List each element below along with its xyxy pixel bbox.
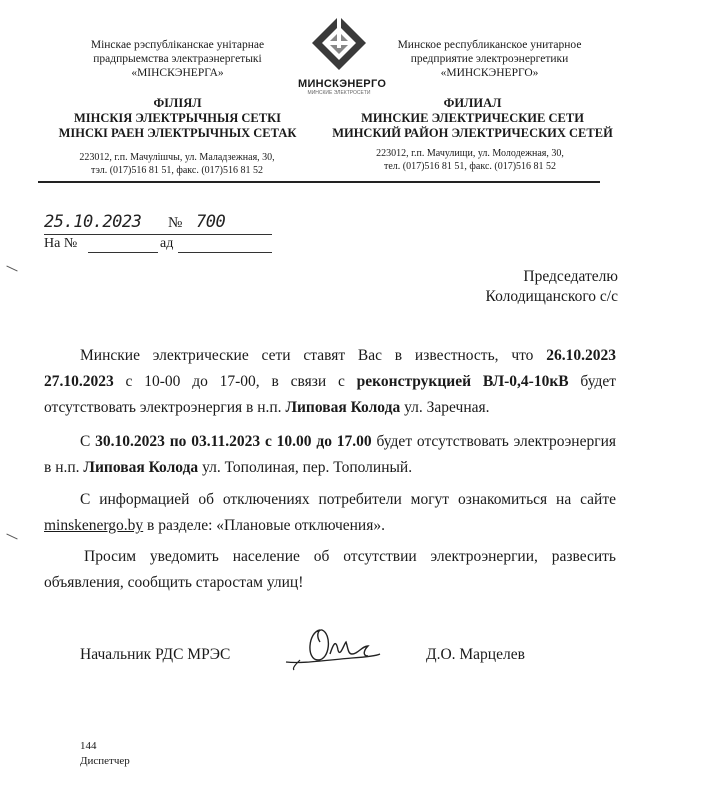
org-line: предприятие электроэнергетики [410, 53, 569, 65]
reason: реконструкцией ВЛ-0,4-10кВ [356, 373, 569, 390]
org-line: Мінскае рэспубліканскае унітарнае [90, 39, 265, 51]
branch-name: МИНСКИЕ ЭЛЕКТРИЧЕСКИЕ СЕТИ [361, 111, 584, 125]
paragraph-2 [44, 429, 616, 481]
text: в разделе: «Плановые отключения». [143, 517, 385, 534]
registration-block [44, 212, 274, 272]
addressee-line: Председателю [523, 268, 618, 285]
signatory-position: Начальник РДС МРЭС [80, 646, 231, 663]
header-left-org [60, 38, 295, 80]
text: с 10-00 до 17-00, в связи с [113, 373, 357, 390]
logo-subtitle: МИНСКИЕ ЭЛЕКТРОСЕТИ [307, 90, 371, 96]
text: будет отсутствовать электроэнергия в н.п. [44, 433, 617, 476]
address-line: 223012, г.п. Мачулішчы, ул. Маладзежная, 30, [79, 152, 275, 163]
footer [80, 739, 130, 769]
addressee [420, 267, 618, 307]
logo-name: МИНСКЭНЕРГО [298, 78, 387, 90]
header-left-address [72, 151, 282, 177]
branch-name: МИНСКИЙ РАЙОН ЭЛЕКТРИЧЕСКИХ СЕТЕЙ [332, 126, 613, 140]
paragraph-3 [44, 487, 616, 539]
na-underline [88, 252, 158, 253]
minskenergo-logo-icon [304, 14, 374, 78]
branch-name: МІНСКІЯ ЭЛЕКТРЫЧНЫЯ СЕТКІ [73, 111, 282, 125]
logo [298, 14, 387, 96]
address-line: тел. (017)516 81 51, факс. (017)516 81 52 [383, 161, 557, 172]
scan-mark [6, 534, 17, 540]
paragraph-1 [44, 343, 616, 421]
text: С [80, 433, 96, 450]
website-link[interactable]: minskenergo.by [44, 517, 144, 534]
signatory-name: Д.О. Марцелев [426, 646, 525, 663]
text: будет отсутствовать электроэнергия в н.п. [44, 373, 617, 416]
paragraph-4: Просим уведомить население об отсутствии электроэнергии, развесить объявления, сообщить старостам улиц! [44, 548, 616, 591]
executor-dept: Диспетчер [80, 755, 130, 767]
reg-underline [44, 234, 272, 235]
handwritten-signature-icon [272, 620, 382, 678]
address-line: тэл. (017)516 81 51, факс. (017)516 81 52 [90, 165, 263, 176]
ad-underline [178, 252, 272, 253]
branch-label: ФИЛИАЛ [443, 96, 502, 110]
locality: Липовая Колода [83, 459, 199, 476]
header-divider [38, 181, 600, 183]
branch-name: МІНСКІ РАЕН ЭЛЕКТРЫЧНЫХ СЕТАК [58, 126, 297, 140]
org-line: «МИНСКЭНЕРГО» [440, 67, 539, 79]
text: ул. Заречная. [400, 399, 490, 416]
dates: 30.10.2023 по 03.11.2023 с 10.00 до 17.00 [95, 433, 372, 450]
text: ул. Тополиная, пер. Тополиный. [198, 459, 413, 476]
org-line: «МІНСКЭНЕРГА» [131, 67, 224, 79]
header-right-org [372, 38, 607, 80]
text: Минские электрические сети ставят Вас в известность, что [80, 347, 547, 364]
org-line: Минское республиканское унитарное [397, 39, 582, 51]
number-label: № [168, 215, 183, 231]
header-left-branch [45, 96, 310, 141]
address-line: 223012, г.п. Мачулищи, ул. Молодежная, 30, [376, 148, 564, 159]
scan-mark [6, 266, 17, 272]
org-line: прадпрыемства электраэнергетыкі [93, 53, 262, 65]
na-label: На № [44, 236, 78, 251]
header-right-branch [325, 96, 620, 141]
addressee-line: Колодищанского с/с [485, 288, 618, 305]
ad-label: ад [160, 236, 174, 251]
branch-label: ФІЛІЯЛ [153, 96, 202, 110]
locality: Липовая Колода [285, 399, 401, 416]
dates: 26.10.2023 27.10.2023 [44, 347, 616, 390]
text: С информацией об отключениях потребители могут ознакомиться на сайте [80, 491, 616, 508]
number-handwritten: 700 [196, 212, 226, 232]
date-handwritten: 25.10.2023 [44, 212, 142, 232]
header-right-address [355, 147, 585, 173]
executor-number: 144 [80, 740, 97, 752]
